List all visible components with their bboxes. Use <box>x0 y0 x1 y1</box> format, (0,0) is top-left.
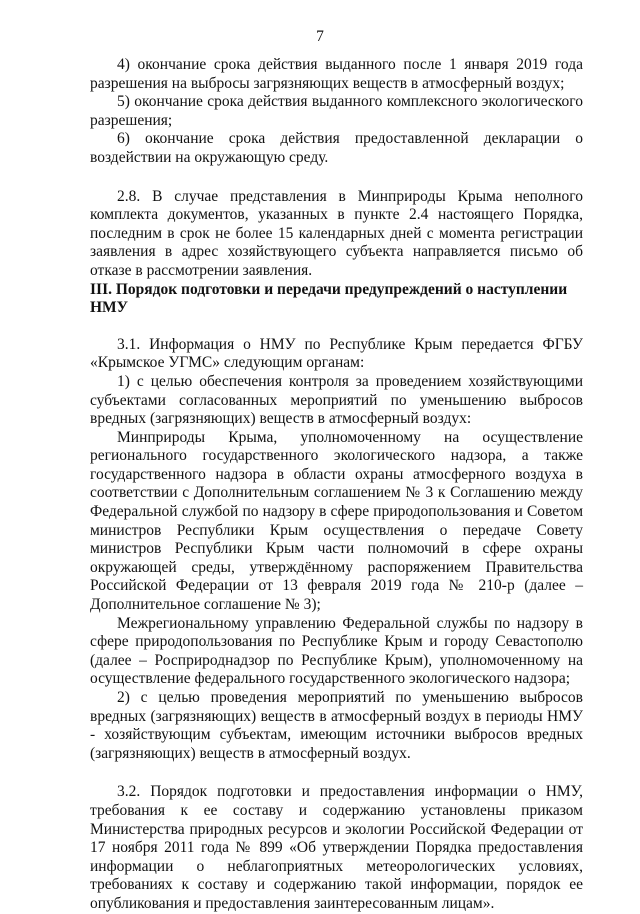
paragraph-2-8: 2.8. В случае представления в Минприроды Крыма неполного комплекта документов, указанных в пункте 2.4 настоящего Порядка, последним в срок не более 15 календарных дней с момента регистрации заявления в адрес хозяйствующего субъекта направляется письмо об отказе в рассмотрении заявления. <box>90 187 583 279</box>
list-item-6: 6) окончание срока действия предоставленной декларации о воздействии на окружающую среду. <box>90 130 583 166</box>
page-number: 7 <box>316 28 324 45</box>
section-heading: III. Порядок подготовки и передачи предупреждений о наступлении НМУ <box>90 280 568 317</box>
list-item-3-1-2: 2) с целью проведения мероприятий по уменьшению выбросов вредных (загрязняющих) веществ в атмосферный воздух в периоды НМУ - хозяйствующим субъектам, имеющим источники выбросов вредных (загрязняющих) веществ в атмосферный воздух. <box>90 689 583 762</box>
paragraph-3-2: 3.2. Порядок подготовки и предоставления информации о НМУ, требования к ее составу и содержанию установлены приказом Министерства природных ресурсов и экологии Российской Федерации от 17 ноября 2011 года № 899 «Об утверждении Порядка предоставления информации о неблагоприятных метеорологических условиях, требованиях к составу и содержанию такой информации, порядок ее опубликования и предоставления заинтересованным лицам». <box>90 783 583 912</box>
document-body <box>90 56 583 914</box>
list-item-4: 4) окончание срока действия выданного после 1 января 2019 года разрешения на выбросы загрязняющих веществ в атмосферный воздух; <box>90 56 583 92</box>
list-item-rosprirodnadzor: Межрегиональному управлению Федеральной службы по надзору в сфере природопользования по Республике Крым и городу Севастополю (далее – Росприроднадзор по Республике Крым), уполномоченному на осуществление федерального государственного экологического надзора; <box>90 614 583 688</box>
list-item-5: 5) окончание срока действия выданного комплексного экологического разрешения; <box>90 93 583 129</box>
list-item-minpriroda: Минприроды Крыма, уполномоченному на осуществление регионального государственного экологического надзора, а также государственного надзора в области охраны атмосферного воздуха в соответствии с Дополнительным соглашением № 3 к Соглашению между Федеральной службой по надзору в сфере природопользования и Советом министров Республики Крым осуществления о передаче Совету министров Республики Крым части полномочий в сфере охраны окружающей среды, утверждённому распоряжением Правительства Российской Федерации от 13 февраля 2019 года № 210-р (далее – Дополнительное соглашение № 3); <box>90 428 583 614</box>
paragraph-3-1: 3.1. Информация о НМУ по Республике Крым передается ФГБУ «Крымское УГМС» следующим органам: <box>90 335 583 372</box>
list-item-3-1-1: 1) с целью обеспечения контроля за проведением хозяйствующими субъектами согласованных мероприятий по уменьшению выбросов вредных (загрязняющих) веществ в атмосферный воздух: <box>90 372 583 428</box>
